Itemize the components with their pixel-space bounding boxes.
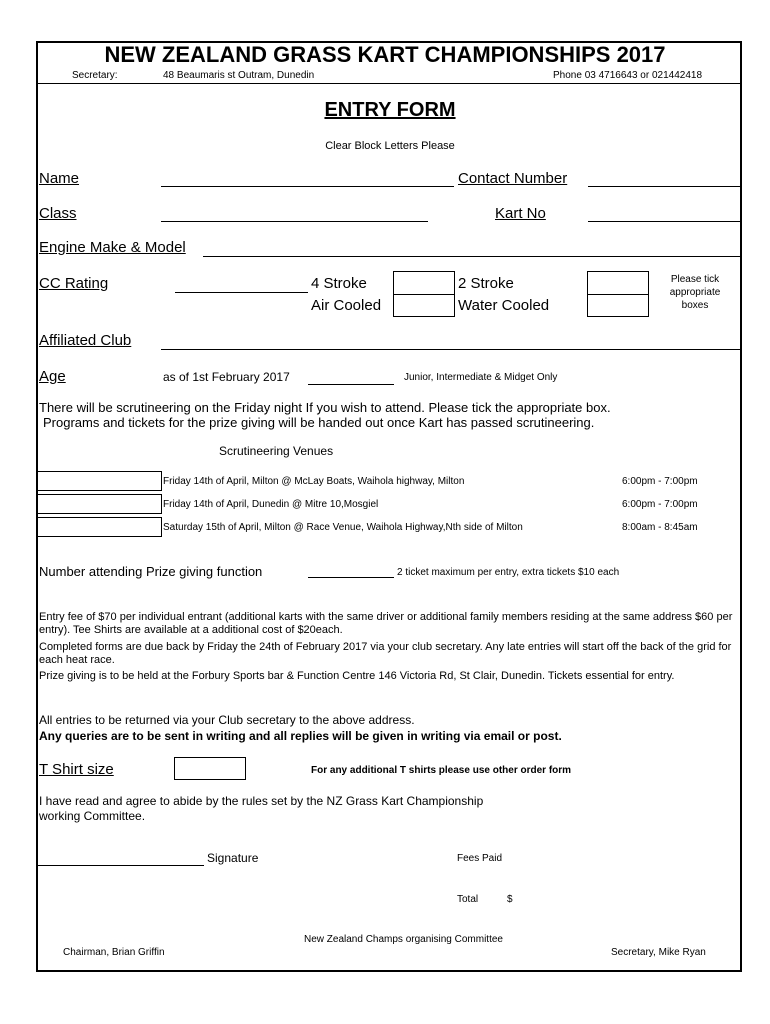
agreement-line-1: I have read and agree to abide by the rules set by the NZ Grass Kart Championship xyxy=(39,794,484,808)
tick-note-2: appropriate xyxy=(669,287,721,298)
venue-1-time: 6:00pm - 7:00pm xyxy=(622,476,698,487)
page-title: NEW ZEALAND GRASS KART CHAMPIONSHIPS 2017 xyxy=(104,42,666,67)
prize-label: Number attending Prize giving function xyxy=(39,564,263,579)
engine-label: Engine Make & Model xyxy=(39,239,186,256)
committee-label: New Zealand Champs organising Committee xyxy=(304,934,503,945)
secretary-label: Secretary: xyxy=(72,70,118,81)
engine-field[interactable] xyxy=(203,256,742,257)
header-divider xyxy=(36,83,742,84)
tshirt-note: For any additional T shirts please use other order form xyxy=(311,765,572,776)
prize-attendance-field[interactable] xyxy=(308,577,394,578)
returned-info: All entries to be returned via your Club secretary to the above address. xyxy=(39,713,415,727)
fee-info: Entry fee of $70 per individual entrant (additional karts with the same driver or additional family members residing at the same address $60 per entry). Tee Shirts are available at a additional cost of $20each. xyxy=(39,611,733,636)
water-cooled-checkbox[interactable] xyxy=(587,294,649,317)
total-label: Total xyxy=(457,894,479,905)
class-field[interactable] xyxy=(161,221,428,222)
two-stroke-checkbox[interactable] xyxy=(587,271,649,295)
venue-1-desc: Friday 14th of April, Milton @ McLay Boats, Waihola highway, Milton xyxy=(163,476,465,487)
cc-rating-label: CC Rating xyxy=(39,275,109,292)
scrutineering-line-1: There will be scrutineering on the Friday night If you wish to attend. Please tick the appropriate box. xyxy=(39,400,611,415)
venue-2-desc: Friday 14th of April, Dunedin @ Mitre 10,Mosgiel xyxy=(163,499,379,510)
prize-venue-info: Prize giving is to be held at the Forbury Sports bar & Function Centre 146 Victoria Rd, St Clair, Dunedin. Tickets essential for entry. xyxy=(39,670,675,682)
kart-no-field[interactable] xyxy=(588,221,742,222)
signature-field[interactable] xyxy=(37,865,204,866)
secretary-phone: Phone 03 4716643 or 021442418 xyxy=(553,70,703,81)
age-label: Age xyxy=(39,368,66,385)
tshirt-label: T Shirt size xyxy=(39,761,114,778)
venues-title: Scrutineering Venues xyxy=(219,444,334,458)
venue-1-checkbox[interactable] xyxy=(36,471,162,491)
name-label: Name xyxy=(39,170,80,187)
air-cooled-label: Air Cooled xyxy=(311,297,382,314)
tshirt-size-box[interactable] xyxy=(174,757,246,780)
form-title: ENTRY FORM xyxy=(324,99,456,121)
cc-rating-field[interactable] xyxy=(175,292,308,293)
chairman-label: Chairman, Brian Griffin xyxy=(63,947,165,958)
two-stroke-label: 2 Stroke xyxy=(458,275,514,292)
air-cooled-checkbox[interactable] xyxy=(393,294,455,317)
fees-paid-label: Fees Paid xyxy=(457,853,503,864)
kart-no-label: Kart No xyxy=(495,205,546,222)
agreement-line-2: working Committee. xyxy=(39,809,146,823)
total-dollar: $ xyxy=(507,894,513,905)
secretary-name: Secretary, Mike Ryan xyxy=(611,947,706,958)
club-field[interactable] xyxy=(161,349,742,350)
contact-label: Contact Number xyxy=(458,170,568,187)
venue-3-time: 8:00am - 8:45am xyxy=(622,522,698,533)
scrutineering-line-2: Programs and tickets for the prize giving will be handed out once Kart has passed scrutineering. xyxy=(43,415,595,430)
venue-3-desc: Saturday 15th of April, Milton @ Race Venue, Waihola Highway,Nth side of Milton xyxy=(163,522,523,533)
age-date: as of 1st February 2017 xyxy=(163,370,290,384)
age-note: Junior, Intermediate & Midget Only xyxy=(404,372,558,383)
age-field[interactable] xyxy=(308,384,394,385)
class-label: Class xyxy=(39,205,77,222)
signature-label: Signature xyxy=(207,851,259,865)
prize-note: 2 ticket maximum per entry, extra tickets $10 each xyxy=(397,567,620,578)
four-stroke-label: 4 Stroke xyxy=(311,275,367,292)
due-info: Completed forms are due back by Friday the 24th of February 2017 via your club secretary. Any late entries will start off the back of the grid for each heat race. xyxy=(39,641,732,666)
venue-2-checkbox[interactable] xyxy=(36,494,162,514)
four-stroke-checkbox[interactable] xyxy=(393,271,455,295)
tick-note-1: Please tick xyxy=(670,274,720,285)
club-label: Affiliated Club xyxy=(39,332,132,349)
form-instruction: Clear Block Letters Please xyxy=(325,140,455,152)
venue-2-time: 6:00pm - 7:00pm xyxy=(622,499,698,510)
tick-note-3: boxes xyxy=(681,300,709,311)
contact-field[interactable] xyxy=(588,186,742,187)
venue-3-checkbox[interactable] xyxy=(36,517,162,537)
water-cooled-label: Water Cooled xyxy=(458,297,550,314)
secretary-address: 48 Beaumaris st Outram, Dunedin xyxy=(163,70,315,81)
name-field[interactable] xyxy=(161,186,454,187)
queries-info: Any queries are to be sent in writing and all replies will be given in writing via email or post. xyxy=(39,729,562,743)
